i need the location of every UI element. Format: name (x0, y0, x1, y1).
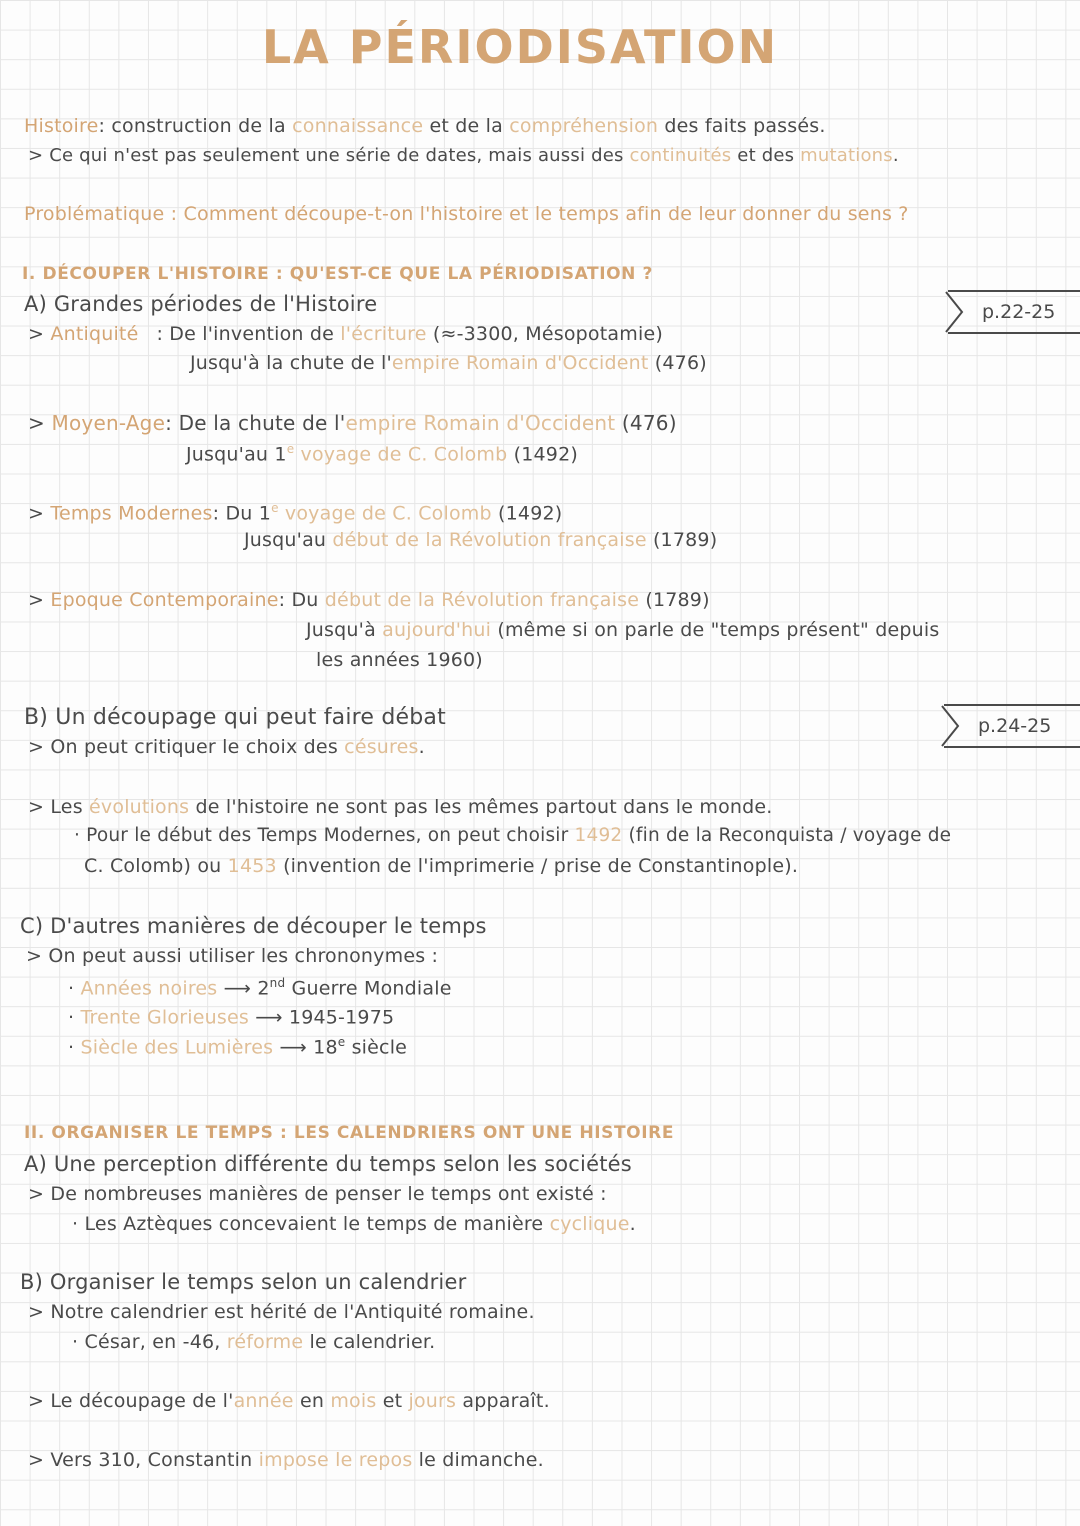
text-segment: le dimanche. (412, 1449, 544, 1471)
text-segment: : Du 1 (212, 502, 272, 525)
keyword: connaissance (292, 115, 424, 137)
superscript: e (286, 442, 295, 456)
bullet: · (68, 1006, 81, 1029)
text-segment: (fin de la Reconquista / voyage de (622, 825, 952, 846)
text-segment: . (892, 145, 899, 166)
part2-A-line2 (72, 1215, 636, 1234)
part1-C-intro: > On peut aussi utiliser les chrononymes : (26, 945, 439, 967)
text-segment: . (629, 1213, 636, 1235)
keyword: 1453 (227, 855, 277, 877)
chrononym-item (68, 977, 452, 998)
text-segment: et des (731, 145, 801, 166)
bullet: > (28, 589, 51, 611)
keyword: aujourd'hui (382, 619, 492, 641)
page-ref-text: p.22-25 (982, 301, 1056, 323)
page-ref-text: p.24-25 (978, 715, 1052, 737)
chrononym-term: Trente Glorieuses (80, 1006, 249, 1029)
keyword: césures (344, 736, 419, 758)
text-segment: > On peut critiquer le choix des (28, 736, 345, 758)
part1-B-title: B) Un découpage qui peut faire débat (24, 705, 446, 730)
keyword: année (233, 1390, 294, 1412)
tag-chevron-icon (940, 704, 960, 748)
keyword: voyage de C. Colomb (294, 443, 508, 466)
part2-B-line1: > Notre calendrier est hérité de l'Antiquité romaine. (28, 1301, 535, 1323)
text-segment: le calendrier. (303, 1331, 436, 1353)
chrononym-term: Années noires (80, 977, 218, 1000)
text-segment: > Le découpage de l' (28, 1390, 234, 1412)
keyword: impose le repos (258, 1449, 413, 1471)
tag-chevron-icon (944, 290, 964, 334)
text-segment: et (376, 1390, 409, 1412)
bullet: > (28, 502, 51, 525)
contemporaine-line3: les années 1960) (316, 649, 483, 671)
keyword: empire Romain d'Occident (391, 352, 649, 374)
temps-modernes-line1 (28, 502, 562, 523)
text-segment: : De l'invention de (156, 323, 341, 345)
text-segment: > Ce qui n'est pas seulement une série de dates, mais aussi des (28, 145, 630, 166)
period-label: Moyen-Age (51, 411, 166, 435)
text-segment: et de la (423, 115, 510, 137)
antiquite-line2 (190, 354, 707, 373)
keyword: mois (330, 1390, 377, 1412)
text-segment: 18 (313, 1036, 338, 1059)
bullet: > (28, 411, 52, 435)
antiquite-line1 (28, 325, 663, 344)
part1-A-title: A) Grandes périodes de l'Histoire (24, 292, 378, 316)
period-label: Temps Modernes (50, 502, 213, 525)
part1-B-line1 (28, 738, 425, 757)
superscript: nd (269, 976, 286, 990)
keyword: début de la Révolution française (324, 589, 640, 611)
part2-B-line2 (72, 1333, 435, 1352)
chrononym-term: Siècle des Lumières (80, 1036, 274, 1059)
text-segment: (1789) (639, 589, 710, 611)
keyword: 1492 (574, 825, 623, 846)
period-label: Antiquité (50, 323, 139, 345)
text-segment: 1945-1975 (288, 1006, 395, 1029)
text-segment: apparaît. (456, 1390, 550, 1412)
bullet: > (28, 323, 51, 345)
text-segment: (1492) (491, 502, 563, 525)
text-segment: · César, en -46, (72, 1331, 227, 1353)
bullet: · (68, 1036, 81, 1059)
text-segment: C. Colomb) ou (84, 855, 228, 877)
text-segment: (1789) (646, 529, 718, 551)
arrow-icon: ⟶ (279, 1036, 307, 1059)
part2-heading: II. ORGANISER LE TEMPS : LES CALENDRIERS ONT UNE HISTOIRE (24, 1123, 675, 1143)
arrow-icon: ⟶ (223, 977, 252, 1000)
text-segment: siècle (345, 1036, 408, 1059)
contemporaine-line1 (28, 591, 710, 610)
temps-modernes-line2 (244, 531, 717, 550)
text-segment: des faits passés. (658, 115, 826, 137)
histoire-label: Histoire (24, 115, 99, 137)
part2-A-title: A) Une perception différente du temps selon les sociétés (24, 1152, 632, 1176)
text-segment: Jusqu'à la chute de l' (190, 352, 392, 374)
text-segment: Guerre Mondiale (285, 977, 452, 1000)
text-segment: : Du (278, 589, 325, 611)
part2-B-line4 (28, 1451, 544, 1470)
keyword: mutations (800, 145, 893, 166)
text-segment: Jusqu'à (306, 619, 383, 641)
keyword: jours (408, 1390, 457, 1412)
text-segment: de l'histoire ne sont pas les mêmes partout dans le monde. (189, 796, 773, 818)
text-segment: (invention de l'imprimerie / prise de Constantinople). (276, 855, 799, 877)
text-segment: 2 (257, 977, 270, 1000)
page-title: LA PÉRIODISATION (261, 20, 779, 74)
chrononym-item (68, 1006, 394, 1027)
superscript: e (271, 501, 279, 515)
problematique: Problématique : Comment découpe-t-on l'histoire et le temps afin de leur donner du sens ? (24, 203, 909, 225)
chrononym-item (68, 1036, 407, 1057)
part1-B-line4 (84, 857, 798, 876)
text-segment: (1492) (507, 443, 578, 466)
moyen-age-line2 (186, 443, 578, 464)
part1-B-line3 (74, 827, 951, 846)
keyword: début de la Révolution française (332, 529, 647, 551)
text-segment: : De la chute de l' (165, 411, 346, 435)
text-segment: en (293, 1390, 331, 1412)
keyword: l'écriture (340, 323, 427, 345)
keyword: continuités (629, 145, 732, 166)
text-segment: · Les Aztèques concevaient le temps de manière (72, 1213, 550, 1235)
arrow-icon: ⟶ (255, 1006, 283, 1029)
text-segment: > Vers 310, Constantin (28, 1449, 259, 1471)
page-ref-tag (948, 290, 1080, 334)
part2-B-title: B) Organiser le temps selon un calendrier (20, 1270, 467, 1294)
keyword: empire Romain d'Occident (345, 411, 616, 435)
text-segment: (≈-3300, Mésopotamie) (426, 323, 663, 345)
text-segment: Jusqu'au 1 (186, 443, 287, 466)
part2-A-line1: > De nombreuses manières de penser le temps ont existé : (28, 1183, 607, 1205)
text-segment: Jusqu'au (244, 529, 333, 551)
keyword: réforme (226, 1331, 304, 1353)
text-segment: · Pour le début des Temps Modernes, on peut choisir (74, 825, 575, 846)
moyen-age-line1 (28, 413, 677, 433)
text-segment: > Les (28, 796, 90, 818)
histoire-continuites-line (28, 147, 899, 165)
part1-B-line2 (28, 798, 773, 817)
superscript: e (337, 1035, 346, 1049)
period-label: Epoque Contemporaine (50, 589, 279, 611)
text-segment: : construction de la (98, 115, 293, 137)
keyword: compréhension (509, 115, 659, 137)
part1-heading: I. DÉCOUPER L'HISTOIRE : QU'EST-CE QUE LA PÉRIODISATION ? (22, 264, 653, 284)
part2-B-line3 (28, 1392, 550, 1411)
keyword: cyclique (549, 1213, 630, 1235)
page-ref-tag (944, 704, 1080, 748)
text-segment: (476) (615, 411, 677, 435)
part1-C-title: C) D'autres manières de découper le temps (20, 914, 487, 938)
keyword: voyage de C. Colomb (278, 502, 492, 525)
keyword: évolutions (89, 796, 190, 818)
text-segment: (même si on parle de "temps présent" depuis (491, 619, 940, 641)
contemporaine-line2 (306, 621, 939, 640)
bullet: · (68, 977, 81, 1000)
text-segment: . (418, 736, 425, 758)
text-segment: (476) (648, 352, 707, 374)
histoire-definition (24, 117, 826, 136)
